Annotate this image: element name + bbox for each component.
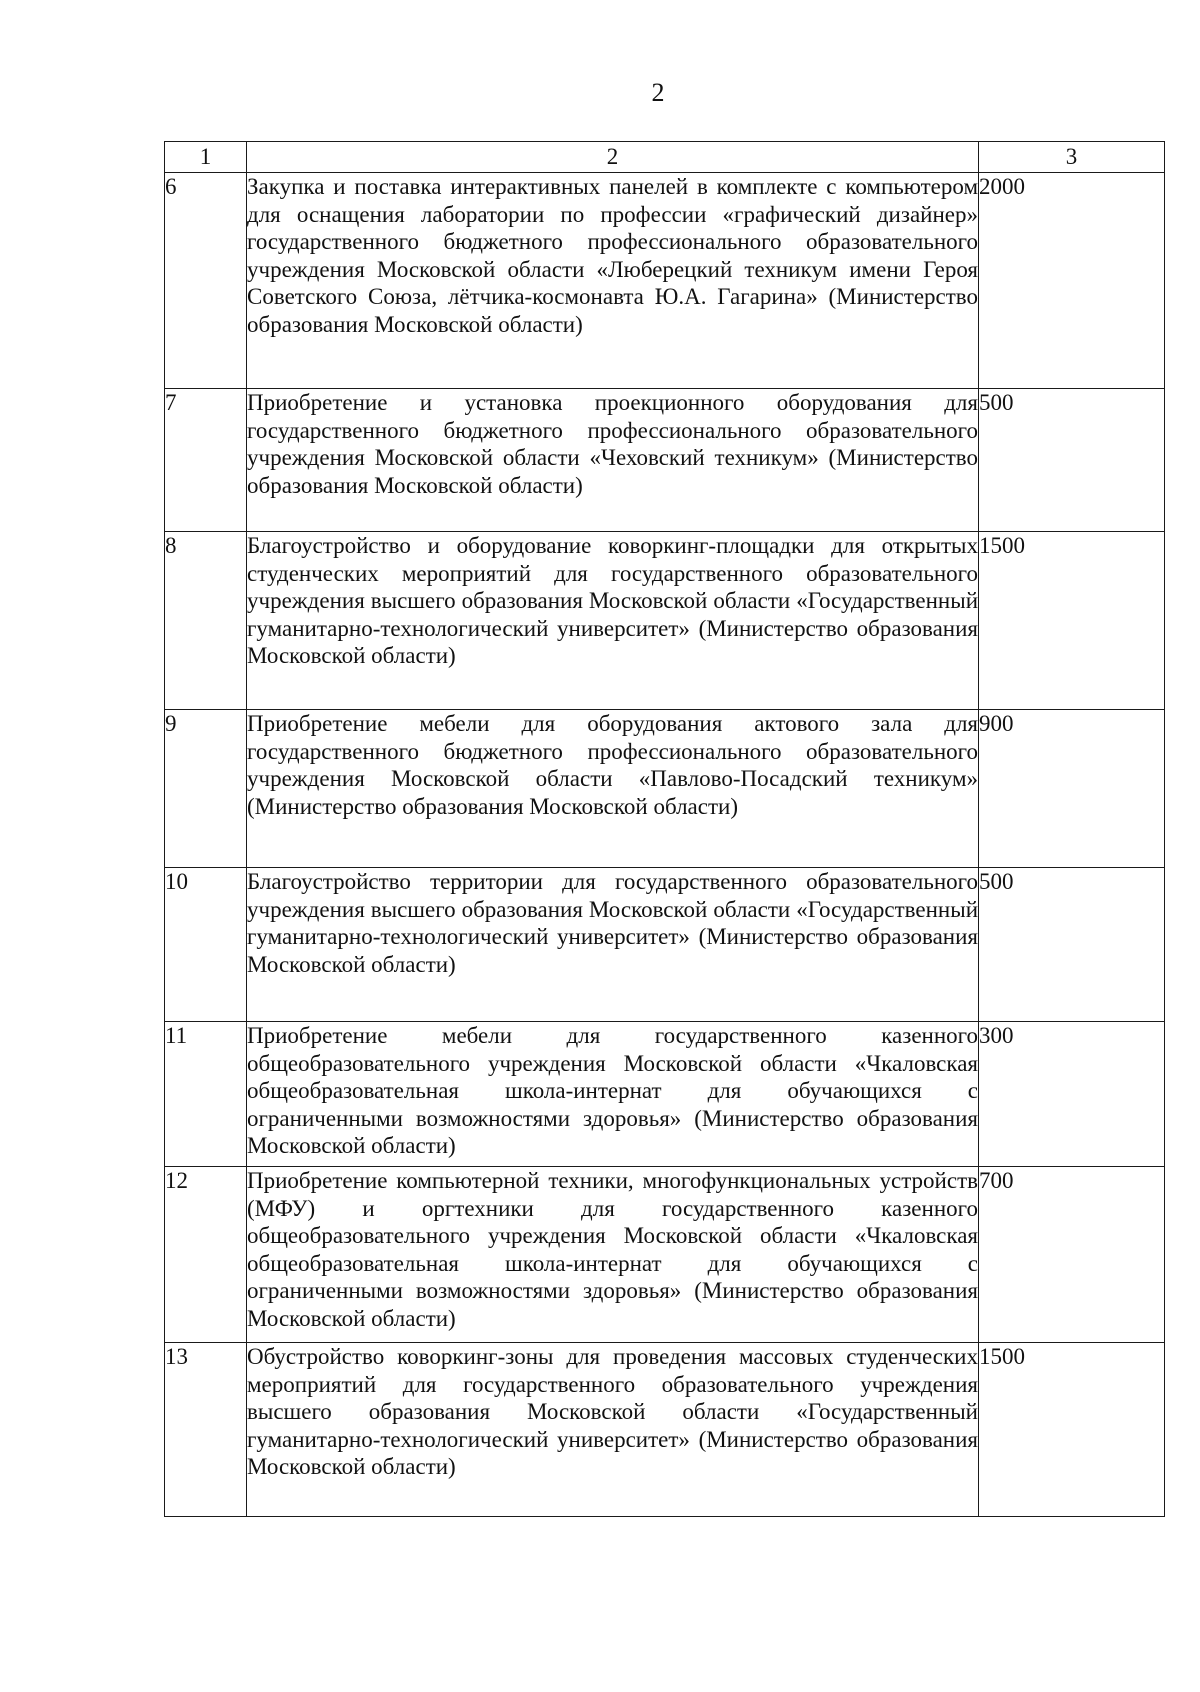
row-number: 9 [165, 710, 247, 868]
row-amount: 2000 [979, 173, 1165, 389]
table-row [165, 868, 1165, 1022]
table-row [165, 1022, 1165, 1167]
page-number: 2 [651, 78, 665, 107]
table-row [165, 389, 1165, 532]
row-amount: 700 [979, 1167, 1165, 1343]
column-header-description: 2 [247, 142, 979, 173]
row-description: Приобретение мебели для государственного казенного общеобразовательного учреждения Московской области «Чкаловская общеобразовательная школа-интернат для обучающихся с ограниченными возможностями здоровья» (Министерство образования Московской области) [247, 1022, 979, 1167]
row-number: 13 [165, 1343, 247, 1517]
table-row [165, 532, 1165, 710]
row-description: Приобретение мебели для оборудования актового зала для государственного бюджетного профессионального образовательного учреждения Московской области «Павлово-Посадский техникум» (Министерство образования Московской области) [247, 710, 979, 868]
table-header-row [165, 142, 1165, 173]
row-number: 6 [165, 173, 247, 389]
row-description: Благоустройство территории для государственного образовательного учреждения высшего образования Московской области «Государственный гуманитарно-технологический университет» (Министерство образования Московской области) [247, 868, 979, 1022]
row-number: 7 [165, 389, 247, 532]
row-amount: 900 [979, 710, 1165, 868]
row-amount: 500 [979, 389, 1165, 532]
row-amount: 1500 [979, 1343, 1165, 1517]
row-number: 11 [165, 1022, 247, 1167]
column-header-number: 1 [165, 142, 247, 173]
row-number: 8 [165, 532, 247, 710]
row-amount: 1500 [979, 532, 1165, 710]
row-description: Приобретение и установка проекционного оборудования для государственного бюджетного профессионального образовательного учреждения Московской области «Чеховский техникум» (Министерство образования Московской области) [247, 389, 979, 532]
row-description: Приобретение компьютерной техники, многофункциональных устройств (МФУ) и оргтехники для государственного казенного общеобразовательного учреждения Московской области «Чкаловская общеобразовательная школа-интернат для обучающихся с ограниченными возможностями здоровья» (Министерство образования Московской области) [247, 1167, 979, 1343]
row-amount: 500 [979, 868, 1165, 1022]
row-number: 12 [165, 1167, 247, 1343]
row-description: Закупка и поставка интерактивных панелей в комплекте с компьютером для оснащения лаборатории по профессии «графический дизайнер» государственного бюджетного профессионального образовательного учреждения Московской области «Люберецкий техникум имени Героя Советского Союза, лётчика-космонавта Ю.А. Гагарина» (Министерство образования Московской области) [247, 173, 979, 389]
table-row [165, 1167, 1165, 1343]
row-number: 10 [165, 868, 247, 1022]
row-description: Обустройство коворкинг-зоны для проведения массовых студенческих мероприятий для государственного образовательного учреждения высшего образования Московской области «Государственный гуманитарно-технологический университет» (Министерство образования Московской области) [247, 1343, 979, 1517]
row-description: Благоустройство и оборудование коворкинг-площадки для открытых студенческих мероприятий для государственного образовательного учреждения высшего образования Московской области «Государственный гуманитарно-технологический университет» (Министерство образования Московской области) [247, 532, 979, 710]
column-header-amount: 3 [979, 142, 1165, 173]
table-row [165, 1343, 1165, 1517]
table-row [165, 173, 1165, 389]
items-table [164, 141, 1165, 1517]
row-amount: 300 [979, 1022, 1165, 1167]
table-row [165, 710, 1165, 868]
